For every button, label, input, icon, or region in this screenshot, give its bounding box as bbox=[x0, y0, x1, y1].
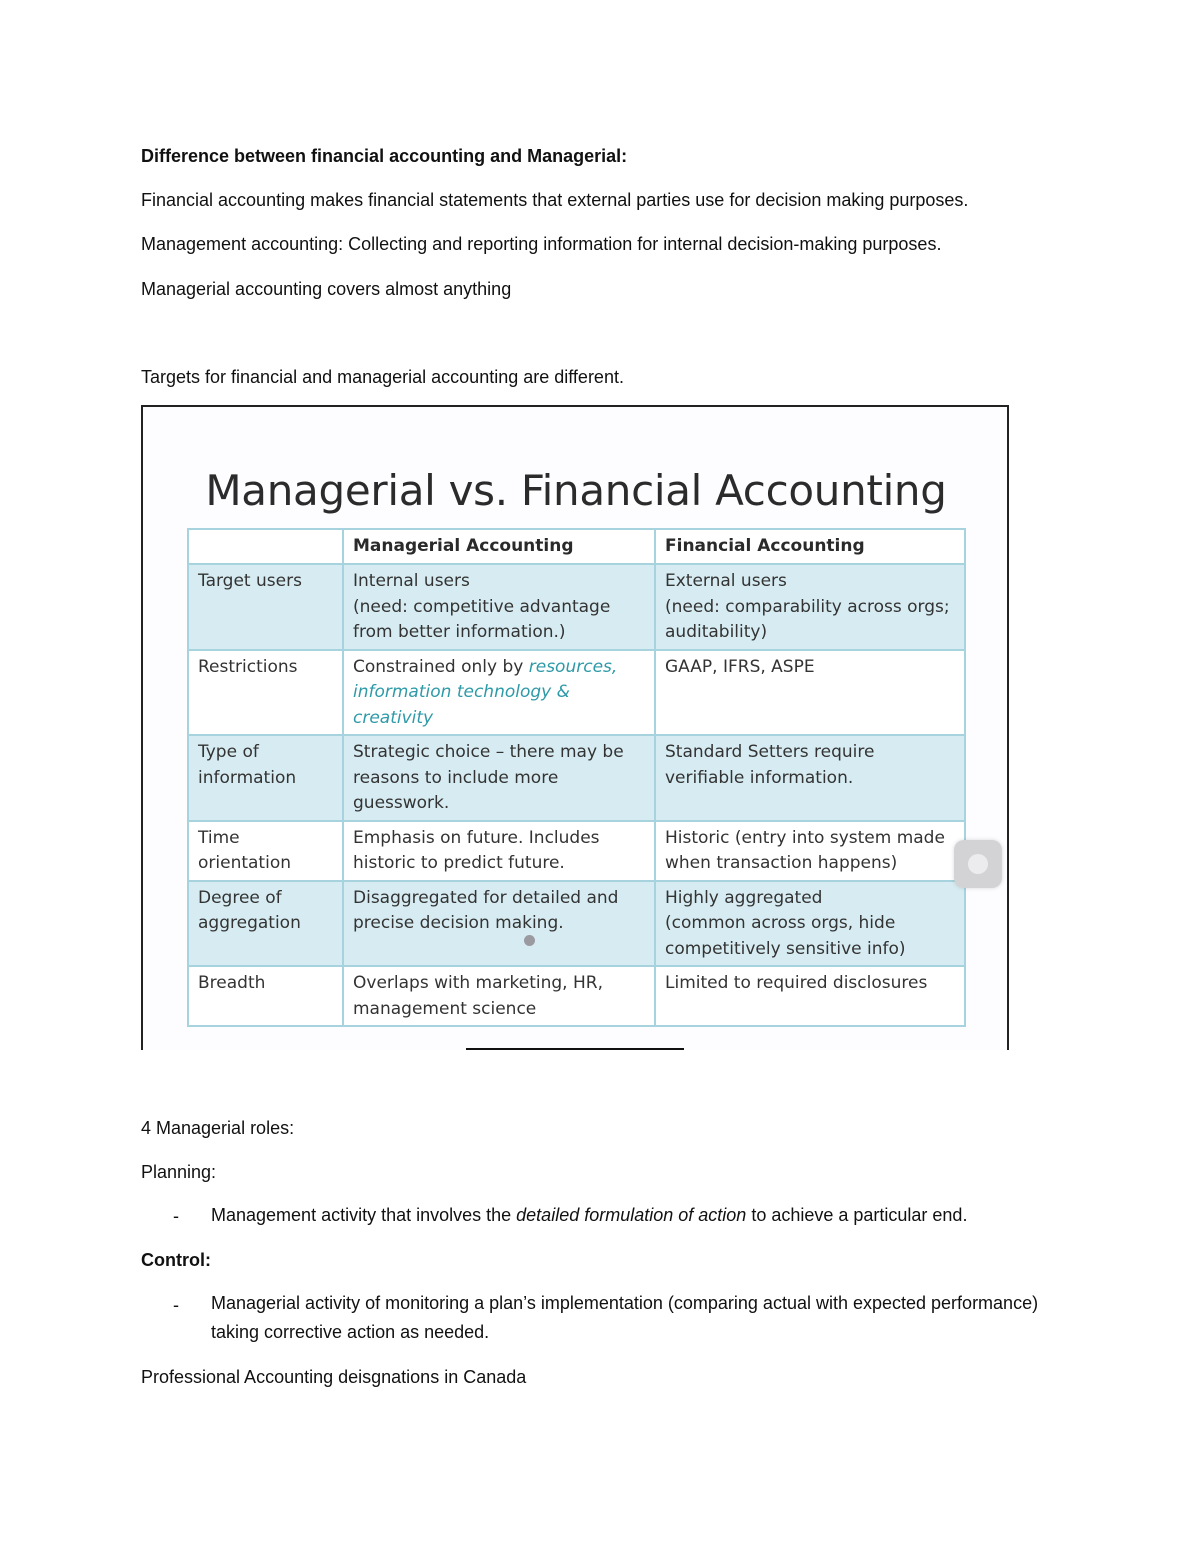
managerial-cell bbox=[343, 564, 655, 650]
cell-line: Overlaps with marketing, HR, bbox=[353, 973, 603, 993]
floating-assistive-button[interactable] bbox=[954, 840, 1002, 888]
cell-line: historic to predict future. bbox=[353, 853, 565, 873]
designations-line: Professional Accounting deisgnations in Canada bbox=[141, 1367, 527, 1387]
cell-line: verifiable information. bbox=[665, 767, 854, 788]
cell-line: Standard Setters require bbox=[665, 742, 875, 762]
planning-text-after: to achieve a particular end. bbox=[746, 1205, 968, 1225]
label-line: Time bbox=[198, 827, 240, 848]
paragraph-covers-anything: Managerial accounting covers almost anything bbox=[141, 279, 512, 299]
cell-line: from better information.) bbox=[353, 622, 566, 642]
cell-line: (common across orgs, hide bbox=[665, 913, 896, 933]
managerial-cell bbox=[343, 650, 655, 736]
cell-line-italic: creativity bbox=[353, 707, 434, 728]
cell-line-italic: resources, bbox=[528, 656, 618, 677]
cell-line: when transaction happens) bbox=[665, 853, 898, 873]
cell-line: precise decision making. bbox=[353, 913, 564, 933]
managerial-cell bbox=[343, 821, 655, 881]
table-row bbox=[188, 821, 965, 881]
financial-cell bbox=[655, 564, 965, 650]
financial-cell bbox=[655, 735, 965, 821]
managerial-cell bbox=[343, 881, 655, 967]
paragraph-management-accounting: Management accounting: Collecting and reporting information for internal decision-making purposes. bbox=[141, 234, 942, 254]
cursor-dot-icon bbox=[524, 935, 535, 946]
row-label: Target users bbox=[188, 564, 343, 650]
cell-line: Constrained only by bbox=[353, 656, 529, 677]
table-row bbox=[188, 966, 965, 1026]
slide-title: Managerial vs. Financial Accounting bbox=[205, 466, 947, 515]
row-label bbox=[188, 881, 343, 967]
bullet-dash: - bbox=[173, 1206, 179, 1226]
label-line: Type of bbox=[198, 742, 259, 762]
cell-line: Historic (entry into system made bbox=[665, 827, 945, 848]
paragraph-financial-accounting: Financial accounting makes financial statements that external parties use for decision making purposes. bbox=[141, 190, 969, 210]
cell-line: management science bbox=[353, 998, 537, 1019]
header-managerial: Managerial Accounting bbox=[343, 529, 655, 564]
label-line: information bbox=[198, 767, 297, 788]
cell-line: auditability) bbox=[665, 622, 768, 642]
row-label: Restrictions bbox=[188, 650, 343, 736]
control-bullet-text: Managerial activity of monitoring a plan’s implementation (comparing actual with expected performance) taking corrective action as needed. bbox=[211, 1293, 1039, 1342]
cell-line: Highly aggregated bbox=[665, 887, 823, 908]
comparison-table bbox=[187, 528, 966, 1027]
planning-bullet-text bbox=[211, 1201, 1061, 1230]
header-empty bbox=[188, 529, 343, 564]
managerial-cell bbox=[343, 966, 655, 1026]
table-row bbox=[188, 650, 965, 736]
planning-text-italic: detailed formulation of action bbox=[516, 1205, 747, 1225]
financial-cell bbox=[655, 821, 965, 881]
cell-line-italic: information technology & bbox=[353, 682, 570, 702]
cell-line: Emphasis on future. Includes bbox=[353, 827, 600, 848]
table-row bbox=[188, 881, 965, 967]
row-label bbox=[188, 735, 343, 821]
financial-cell bbox=[655, 881, 965, 967]
financial-cell bbox=[655, 650, 965, 736]
cell-line: reasons to include more bbox=[353, 767, 559, 788]
planning-label: Planning: bbox=[141, 1162, 217, 1182]
financial-cell bbox=[655, 966, 965, 1026]
cell-line: (need: competitive advantage bbox=[353, 596, 611, 617]
cell-line: External users bbox=[665, 571, 787, 591]
roles-heading: 4 Managerial roles: bbox=[141, 1118, 295, 1138]
bullet-dash: - bbox=[173, 1295, 179, 1315]
table-row bbox=[188, 735, 965, 821]
table-row bbox=[188, 564, 965, 650]
row-label bbox=[188, 821, 343, 881]
row-label: Breadth bbox=[188, 966, 343, 1026]
label-line: orientation bbox=[198, 853, 291, 873]
assistive-dot-icon bbox=[968, 854, 988, 874]
cell-line: guesswork. bbox=[353, 793, 450, 813]
table-header-row bbox=[188, 529, 965, 564]
control-label: Control: bbox=[141, 1250, 211, 1270]
cell-line: competitively sensitive info) bbox=[665, 938, 906, 959]
label-line: aggregation bbox=[198, 913, 301, 933]
managerial-cell bbox=[343, 735, 655, 821]
header-financial: Financial Accounting bbox=[655, 529, 965, 564]
cell-line: Strategic choice – there may be bbox=[353, 742, 624, 762]
label-line: Degree of bbox=[198, 887, 282, 908]
slide-underline-bar bbox=[466, 1048, 684, 1050]
cell-line: Internal users bbox=[353, 571, 470, 591]
planning-text-before: Management activity that involves the bbox=[211, 1205, 517, 1225]
embedded-slide-screenshot bbox=[141, 405, 1009, 1050]
cell-line: GAAP, IFRS, ASPE bbox=[665, 656, 815, 677]
section-heading: Difference between financial accounting and Managerial: bbox=[141, 146, 628, 166]
cell-line: Disaggregated for detailed and bbox=[353, 887, 619, 908]
cell-line: (need: comparability across orgs; bbox=[665, 596, 950, 617]
cell-line: Limited to required disclosures bbox=[665, 973, 928, 993]
paragraph-targets: Targets for financial and managerial accounting are different. bbox=[141, 367, 624, 387]
